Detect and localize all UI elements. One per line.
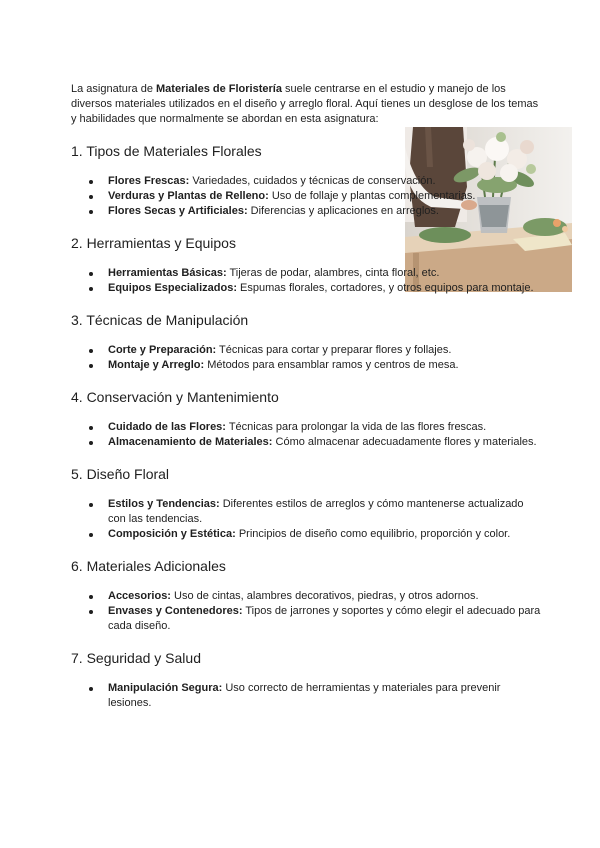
- item-desc: Técnicas para cortar y preparar flores y follajes.: [216, 344, 452, 356]
- section-title: 3. Técnicas de Manipulación: [71, 312, 249, 328]
- item-desc: Uso correcto de herramientas y materiales para prevenir lesiones.: [108, 682, 501, 709]
- list-item: [89, 266, 541, 281]
- intro-paragraph: [71, 82, 541, 127]
- intro-prefix: La asignatura de: [71, 83, 157, 95]
- item-term: Flores Frescas:: [108, 175, 190, 187]
- section-title: 7. Seguridad y Salud: [71, 650, 201, 666]
- item-desc: Diferentes estilos de arreglos y cómo mantenerse actualizado con las tendencias.: [108, 498, 524, 525]
- item-term: Cuidado de las Flores:: [108, 421, 226, 433]
- list-item: [89, 497, 541, 527]
- section-list: [71, 174, 541, 219]
- item-term: Equipos Especializados:: [108, 282, 237, 294]
- item-term: Envases y Contenedores:: [108, 605, 243, 617]
- item-desc: Espumas florales, cortadores, y otros equipos para montaje.: [236, 282, 534, 294]
- section-title: 6. Materiales Adicionales: [71, 558, 226, 574]
- list-item: [89, 589, 541, 604]
- section-list: [71, 420, 541, 450]
- section-list: [71, 681, 541, 711]
- list-item: [89, 358, 541, 373]
- item-term: Estilos y Tendencias:: [108, 498, 220, 510]
- list-item: [89, 527, 541, 542]
- document-content: [71, 82, 541, 711]
- item-term: Almacenamiento de Materiales:: [108, 436, 273, 448]
- item-desc: Técnicas para prolongar la vida de las flores frescas.: [225, 421, 487, 433]
- list-item: [89, 189, 541, 204]
- list-item: [89, 343, 541, 358]
- item-term: Accesorios:: [108, 590, 171, 602]
- item-desc: Métodos para ensamblar ramos y centros de mesa.: [204, 359, 459, 371]
- section-list: [71, 343, 541, 373]
- item-desc: Cómo almacenar adecuadamente flores y materiales.: [272, 436, 537, 448]
- item-desc: Variedades, cuidados y técnicas de conservación.: [189, 175, 436, 187]
- section-title: 2. Herramientas y Equipos: [71, 235, 236, 251]
- item-desc: Diferencias y aplicaciones en arreglos.: [247, 205, 439, 217]
- list-item: [89, 204, 541, 219]
- list-item: [89, 604, 541, 634]
- item-term: Flores Secas y Artificiales:: [108, 205, 248, 217]
- section-list: [71, 497, 541, 542]
- item-desc: Principios de diseño como equilibrio, proporción y color.: [235, 528, 511, 540]
- item-desc: Tipos de jarrones y soportes y cómo elegir el adecuado para cada diseño.: [108, 605, 541, 632]
- item-term: Verduras y Plantas de Relleno:: [108, 190, 269, 202]
- intro-suffix: suele centrarse en el estudio y manejo de los diversos materiales utilizados en el diseño y arreglo floral. Aquí tienes un desglose de los temas y habilidades que normalmente se abordan en esta asignatura:: [71, 83, 539, 125]
- item-desc: Uso de follaje y plantas complementarias.: [268, 190, 476, 202]
- item-desc: Tijeras de podar, alambres, cinta floral, etc.: [226, 267, 440, 279]
- item-term: Montaje y Arreglo:: [108, 359, 205, 371]
- list-item: [89, 681, 541, 711]
- list-item: [89, 281, 541, 296]
- list-item: [89, 420, 541, 435]
- section-title: 5. Diseño Floral: [71, 466, 170, 482]
- section-title: 4. Conservación y Mantenimiento: [71, 389, 279, 405]
- list-item: [89, 174, 541, 189]
- item-desc: Uso de cintas, alambres decorativos, piedras, y otros adornos.: [170, 590, 479, 602]
- list-item: [89, 435, 541, 450]
- item-term: Corte y Preparación:: [108, 344, 217, 356]
- intro-bold: Materiales de Floristería: [156, 83, 282, 95]
- section-title: 1. Tipos de Materiales Florales: [71, 143, 262, 159]
- section-list: [71, 266, 541, 296]
- item-term: Manipulación Segura:: [108, 682, 223, 694]
- item-term: Herramientas Básicas:: [108, 267, 227, 279]
- item-term: Composición y Estética:: [108, 528, 236, 540]
- section-list: [71, 589, 541, 634]
